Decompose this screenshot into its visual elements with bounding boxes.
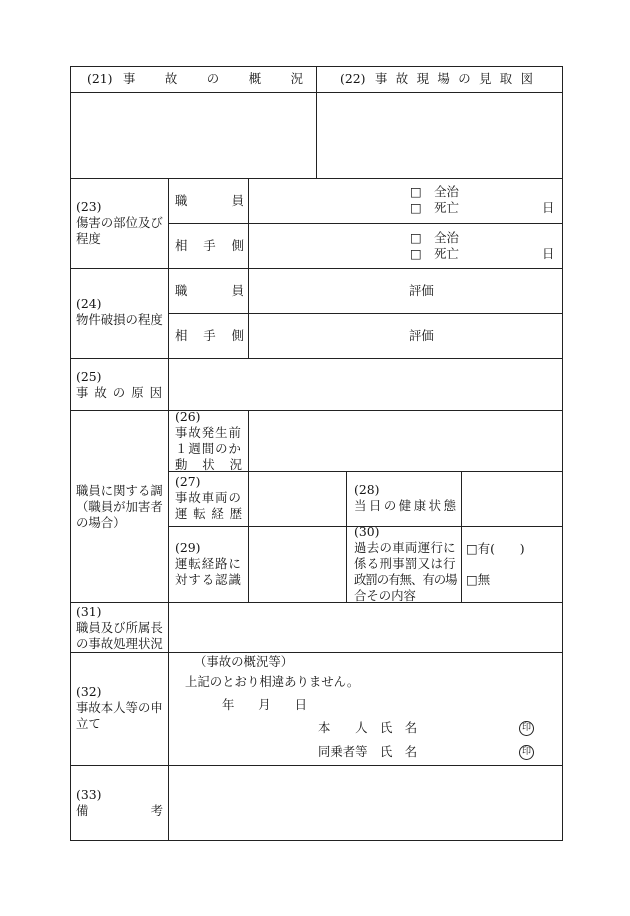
section-27-number: (27) xyxy=(175,474,201,489)
injury-party-staff-label: 職 員 xyxy=(175,193,244,208)
penalty-yes-checkbox: □有( ) xyxy=(466,541,525,556)
seal-mark: 印 xyxy=(519,721,534,736)
injury-party-other-label: 相 手 側 xyxy=(175,238,244,253)
section-31-number: (31) xyxy=(76,604,102,619)
table-rule-vertical xyxy=(562,66,563,841)
statement-date-line: 年 月 日 xyxy=(222,697,307,712)
section-27-label-line: 運 転 経 歴 xyxy=(175,506,242,521)
employee-label-line: （職員が加害者 xyxy=(76,499,163,514)
companion-name-label: 同乗者等 氏 名 xyxy=(318,744,418,759)
section-24-number: (24) xyxy=(76,296,102,311)
section-30-label-line: 合その内容 xyxy=(354,588,416,603)
employee-label-line: 職員に関する調 xyxy=(76,483,163,498)
table-rule-horizontal xyxy=(168,223,563,224)
table-rule-vertical xyxy=(70,66,71,841)
injury-other-day-unit: 日 xyxy=(542,246,555,261)
handling-status-field xyxy=(169,603,562,652)
section-31-label-line: 職員及び所属長 xyxy=(76,620,163,635)
section-32-number: (32) xyxy=(76,684,102,699)
table-rule-horizontal xyxy=(70,840,563,841)
section-33-label xyxy=(76,787,163,819)
section-26-label-line: １週間のか xyxy=(175,441,242,456)
seal-mark: 印 xyxy=(519,745,534,760)
section-30-label-line: 政罰の有無、有の場 xyxy=(354,572,457,587)
section-27-label xyxy=(175,474,242,522)
accident-overview-field xyxy=(71,93,316,178)
section-33-number: (33) xyxy=(76,787,102,802)
damage-party-other-label: 相 手 側 xyxy=(175,328,244,343)
section-30-label-line: 過去の車両運行に xyxy=(354,540,456,555)
injury-staff-death-checkbox: □ 死亡 xyxy=(410,200,459,215)
section-31-label-line: の事故処理状況 xyxy=(76,636,163,651)
employee-investigation-label xyxy=(76,483,163,531)
section-28-label xyxy=(354,482,456,514)
driving-history-field xyxy=(249,472,346,526)
table-rule-vertical xyxy=(316,66,317,178)
section-33-label-line: 備 考 xyxy=(76,803,163,818)
section-32-label-line: 事故本人等の申 xyxy=(76,700,163,715)
section-23-label-line: 程度 xyxy=(76,231,101,246)
section-30-label xyxy=(354,524,457,604)
section-30-label-line: 係る刑事罰又は行 xyxy=(354,556,456,571)
employee-label-line: の場合） xyxy=(76,515,126,530)
section-22-title: 事 故 現 場 の 見 取 図 xyxy=(375,71,533,86)
section-21-number: (21) xyxy=(87,71,113,86)
accident-cause-field xyxy=(169,359,562,410)
section-31-label xyxy=(76,604,163,652)
section-26-label-line: 動 状 況 xyxy=(175,457,242,472)
section-26-number: (26) xyxy=(175,409,201,424)
table-rule-vertical xyxy=(168,178,169,841)
table-rule-horizontal xyxy=(70,765,563,766)
table-rule-horizontal xyxy=(70,358,563,359)
section-26-label xyxy=(175,409,242,473)
section-32-label xyxy=(76,684,163,732)
table-rule-vertical xyxy=(346,471,347,602)
section-24-label-line: 物件破損の程度 xyxy=(76,312,163,327)
remarks-field xyxy=(169,766,562,840)
pre-accident-activity-field xyxy=(249,411,562,471)
damage-party-staff-label: 職 員 xyxy=(175,283,244,298)
section-26-label-line: 事故発生前 xyxy=(175,425,242,440)
section-28-number: (28) xyxy=(354,482,380,497)
table-rule-vertical xyxy=(248,178,249,358)
statement-declaration: 上記のとおり相違ありません。 xyxy=(185,674,360,689)
section-29-number: (29) xyxy=(175,540,201,555)
section-29-label-line: 運転経路に xyxy=(175,556,242,571)
table-rule-horizontal xyxy=(70,410,563,411)
section-23-label-line: 傷害の部位及び xyxy=(76,215,163,230)
self-name-label: 本 人 氏 名 xyxy=(318,720,418,735)
section-25-label xyxy=(76,369,162,401)
table-rule-horizontal xyxy=(168,313,563,314)
section-29-label-line: 対する認識 xyxy=(175,572,242,587)
section-23-label xyxy=(76,199,163,247)
table-rule-horizontal xyxy=(70,178,563,179)
section-25-label-line: 事 故 の 原 因 xyxy=(76,385,162,400)
section-32-label-line: 立て xyxy=(76,716,101,731)
section-28-label-line: 当 日 の 健 康 状 態 xyxy=(354,498,456,513)
table-rule-horizontal xyxy=(70,652,563,653)
section-25-number: (25) xyxy=(76,369,102,384)
section-30-number: (30) xyxy=(354,524,380,539)
table-rule-horizontal xyxy=(70,602,563,603)
table-rule-vertical xyxy=(248,410,249,602)
penalty-no-checkbox: □無 xyxy=(466,572,491,587)
table-rule-vertical xyxy=(461,471,462,602)
table-rule-horizontal xyxy=(70,268,563,269)
section-27-label-line: 事故車両の xyxy=(175,490,242,505)
section-21-title: 事 故 の 概 況 xyxy=(123,71,303,86)
damage-staff-evaluation-label: 評価 xyxy=(409,283,434,298)
health-condition-field xyxy=(462,472,562,526)
injury-other-death-checkbox: □ 死亡 xyxy=(410,246,459,261)
injury-staff-day-unit: 日 xyxy=(542,200,555,215)
injury-staff-full-recovery-checkbox: □ 全治 xyxy=(410,184,459,199)
section-24-label xyxy=(76,296,163,328)
damage-other-evaluation-label: 評価 xyxy=(409,328,434,343)
section-23-number: (23) xyxy=(76,199,102,214)
route-awareness-field xyxy=(249,527,346,602)
section-29-label xyxy=(175,540,242,588)
accident-site-sketch-field xyxy=(317,93,562,178)
injury-other-full-recovery-checkbox: □ 全治 xyxy=(410,230,459,245)
section-22-number: (22) xyxy=(340,71,366,86)
statement-heading: （事故の概況等） xyxy=(194,654,294,669)
